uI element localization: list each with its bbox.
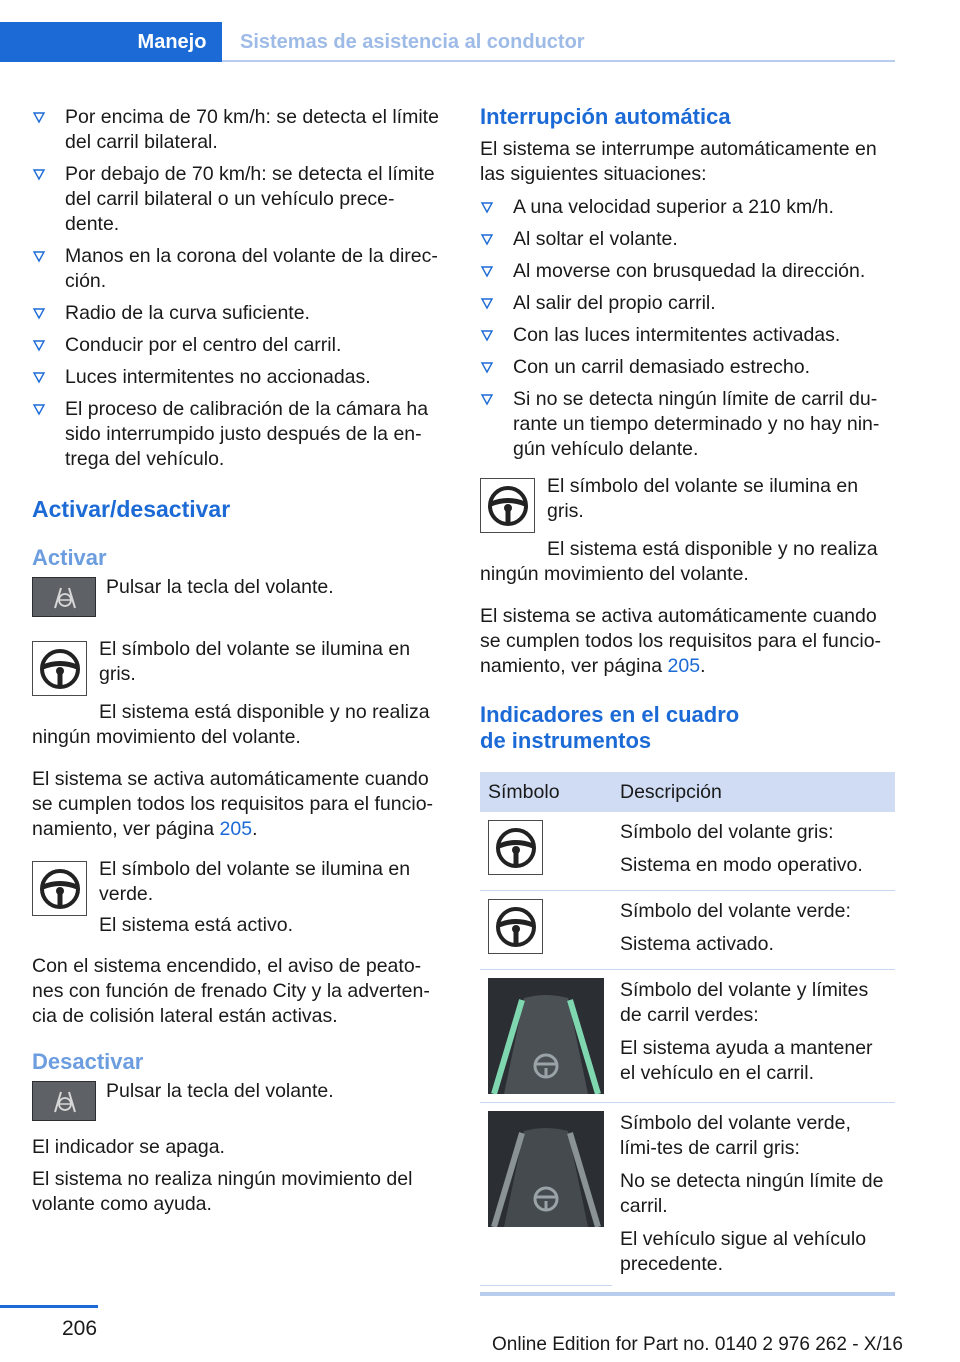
- paragraph: Con el sistema encendido, el aviso de peato‐nes con función de frenado City y la adverten‐cia de colisión lateral están activas.: [32, 955, 430, 1027]
- column-header-symbol: Símbolo: [480, 772, 612, 812]
- symbol-cell: [480, 812, 612, 891]
- description-cell: [612, 970, 895, 1103]
- description-text: Símbolo del volante y límites de carril verdes:: [620, 979, 869, 1026]
- paragraph: El símbolo del volante se ilumina en gris.: [99, 638, 411, 685]
- list-item-text: Radio de la curva suficiente.: [65, 302, 310, 324]
- triangle-bullet-icon: [32, 402, 46, 416]
- header-chapter-title: Sistemas de asistencia al conductor: [240, 31, 585, 53]
- steering-wheel-gray-icon: [480, 478, 535, 533]
- list-item-text: Conducir por el centro del carril.: [65, 334, 342, 356]
- activate-instruction: [32, 577, 444, 621]
- paragraph: El sistema está disponible y no realiza ningún movimiento del volante.: [32, 701, 430, 748]
- symbol-cell: [480, 891, 612, 970]
- instruction-text: Pulsar la tecla del volante.: [106, 1080, 334, 1102]
- triangle-bullet-icon: [32, 338, 46, 352]
- page-link[interactable]: 205: [667, 655, 701, 677]
- list-item: [32, 365, 444, 390]
- description-text: No se detecta ningún límite de carril.: [620, 1170, 884, 1217]
- gray-symbol-note: [32, 637, 444, 694]
- green-symbol-note: [32, 857, 444, 938]
- table-header-row: [480, 772, 895, 812]
- edition-footer: Online Edition for Part no. 0140 2 976 262 - X/16: [492, 1334, 903, 1355]
- list-item: [32, 105, 444, 155]
- list-item: [32, 162, 444, 237]
- triangle-bullet-icon: [32, 370, 46, 384]
- page-link[interactable]: 205: [219, 818, 253, 840]
- list-item: [32, 397, 444, 472]
- steering-wheel-gray-icon: [32, 641, 87, 696]
- table-row: [480, 891, 895, 970]
- description-text: El vehículo sigue al vehículo precedente.: [620, 1228, 867, 1275]
- symbol-cell: [480, 970, 612, 1103]
- page-number-rule: [0, 1305, 98, 1308]
- list-item-text: Si no se detecta ningún límite de carril du‐rante un tiempo determinado y no hay nin‐gún vehículo delante.: [513, 388, 880, 460]
- list-item: [480, 227, 895, 252]
- list-item-text: El proceso de calibración de la cámara ha sido interrumpido justo después de la en‐trega del vehículo.: [65, 398, 429, 470]
- list-item-text: Manos en la corona del volante de la direc‐ción.: [65, 245, 438, 292]
- section-heading-indicators: [480, 702, 895, 754]
- description-text: El sistema ayuda a mantener el vehículo en el carril.: [620, 1037, 873, 1084]
- column-header-description: Descripción: [612, 772, 895, 812]
- list-item-text: Al soltar el volante.: [513, 228, 678, 250]
- description-cell: [612, 1103, 895, 1286]
- interrupt-conditions-list: [480, 195, 895, 462]
- description-cell: [612, 812, 895, 891]
- description-text: Símbolo del volante verde:: [620, 900, 851, 922]
- list-item-text: Con un carril demasiado estrecho.: [513, 356, 810, 378]
- steering-wheel-green-icon: [32, 861, 87, 916]
- triangle-bullet-icon: [480, 232, 494, 246]
- page-header: [0, 0, 960, 62]
- lane-markings-gray-image: [488, 1111, 604, 1227]
- paragraph: El sistema está activo.: [99, 914, 293, 936]
- heading-line: de instrumentos: [480, 728, 652, 753]
- list-item-text: Por encima de 70 km/h: se detecta el límite del carril bilateral.: [65, 106, 439, 153]
- triangle-bullet-icon: [480, 392, 494, 406]
- paragraph: El símbolo del volante se ilumina en gris.: [547, 475, 859, 522]
- list-item: [32, 301, 444, 326]
- lane-markings-green-image: [488, 978, 604, 1094]
- triangle-bullet-icon: [480, 264, 494, 278]
- paragraph-text: El sistema se activa automáticamente cuando se cumplen todos los requisitos para el funcio‐namiento, ver página: [480, 605, 882, 677]
- triangle-bullet-icon: [32, 110, 46, 124]
- table-row: [480, 970, 895, 1103]
- triangle-bullet-icon: [480, 200, 494, 214]
- table-bottom-rule: [480, 1292, 895, 1296]
- lane-assist-button-icon: [32, 577, 96, 617]
- triangle-bullet-icon: [32, 167, 46, 181]
- list-item: [480, 195, 895, 220]
- list-item-text: Luces intermitentes no accionadas.: [65, 366, 371, 388]
- description-text: Sistema en modo operativo.: [620, 854, 863, 876]
- section-heading-activate-deactivate: Activar/desactivar: [32, 496, 231, 522]
- list-item-text: Al moverse con brusquedad la dirección.: [513, 260, 866, 282]
- header-color-block: [0, 22, 122, 62]
- gray-symbol-note: [480, 474, 895, 531]
- paragraph: El sistema no realiza ningún movimiento del volante como ayuda.: [32, 1168, 413, 1215]
- steering-wheel-green-icon: [488, 899, 543, 954]
- description-text: Símbolo del volante gris:: [620, 821, 834, 843]
- list-item: [480, 291, 895, 316]
- paragraph: El símbolo del volante se ilumina en verde.: [99, 858, 411, 905]
- list-item-text: Al salir del propio carril.: [513, 292, 716, 314]
- list-item: [480, 259, 895, 284]
- triangle-bullet-icon: [480, 296, 494, 310]
- paragraph-text: El sistema se activa automáticamente cuando se cumplen todos los requisitos para el funcio‐namiento, ver página: [32, 768, 434, 840]
- triangle-bullet-icon: [480, 360, 494, 374]
- paragraph: El sistema se activa automáticamente cuando se cumplen todos los requisitos para el funcio‐namiento, ver página 205.: [480, 605, 882, 677]
- list-item-text: A una velocidad superior a 210 km/h.: [513, 196, 834, 218]
- table-row: [480, 1103, 895, 1286]
- list-item: [32, 244, 444, 294]
- list-item-text: Por debajo de 70 km/h: se detecta el límite del carril bilateral o un vehículo prece‐dente.: [65, 163, 435, 235]
- list-item: [480, 355, 895, 380]
- symbol-cell: [480, 1103, 612, 1286]
- triangle-bullet-icon: [32, 249, 46, 263]
- heading-line: Indicadores en el cuadro: [480, 702, 740, 727]
- deactivate-instruction: [32, 1081, 444, 1125]
- list-item: [480, 387, 895, 462]
- description-cell: [612, 891, 895, 970]
- steering-wheel-gray-icon: [488, 820, 543, 875]
- requirements-list: [32, 105, 444, 472]
- header-rule: [222, 60, 895, 62]
- paragraph: El indicador se apaga.: [32, 1136, 225, 1158]
- subheading-deactivate: Desactivar: [32, 1049, 144, 1074]
- paragraph: El sistema se activa automáticamente cuando se cumplen todos los requisitos para el funcio‐namiento, ver página 205.: [32, 768, 434, 840]
- lane-assist-button-icon: [32, 1081, 96, 1121]
- subheading-activate: Activar: [32, 545, 107, 570]
- triangle-bullet-icon: [32, 306, 46, 320]
- description-text: Símbolo del volante verde, lími‐tes de carril gris:: [620, 1112, 851, 1159]
- list-item: [32, 333, 444, 358]
- page-number: 206: [62, 1317, 98, 1340]
- left-column: [32, 100, 444, 1217]
- table-row: [480, 812, 895, 891]
- triangle-bullet-icon: [480, 328, 494, 342]
- section-heading-auto-interrupt: Interrupción automática: [480, 104, 731, 129]
- header-section-tab: Manejo: [122, 22, 222, 62]
- list-item: [480, 323, 895, 348]
- paragraph: El sistema se interrumpe automáticamente en las siguientes situaciones:: [480, 138, 877, 185]
- right-column: [480, 100, 895, 1296]
- paragraph: El sistema está disponible y no realiza ningún movimiento del volante.: [480, 538, 878, 585]
- list-item-text: Con las luces intermitentes activadas.: [513, 324, 841, 346]
- instruction-text: Pulsar la tecla del volante.: [106, 576, 334, 598]
- indicators-table: [480, 772, 895, 1286]
- description-text: Sistema activado.: [620, 933, 774, 955]
